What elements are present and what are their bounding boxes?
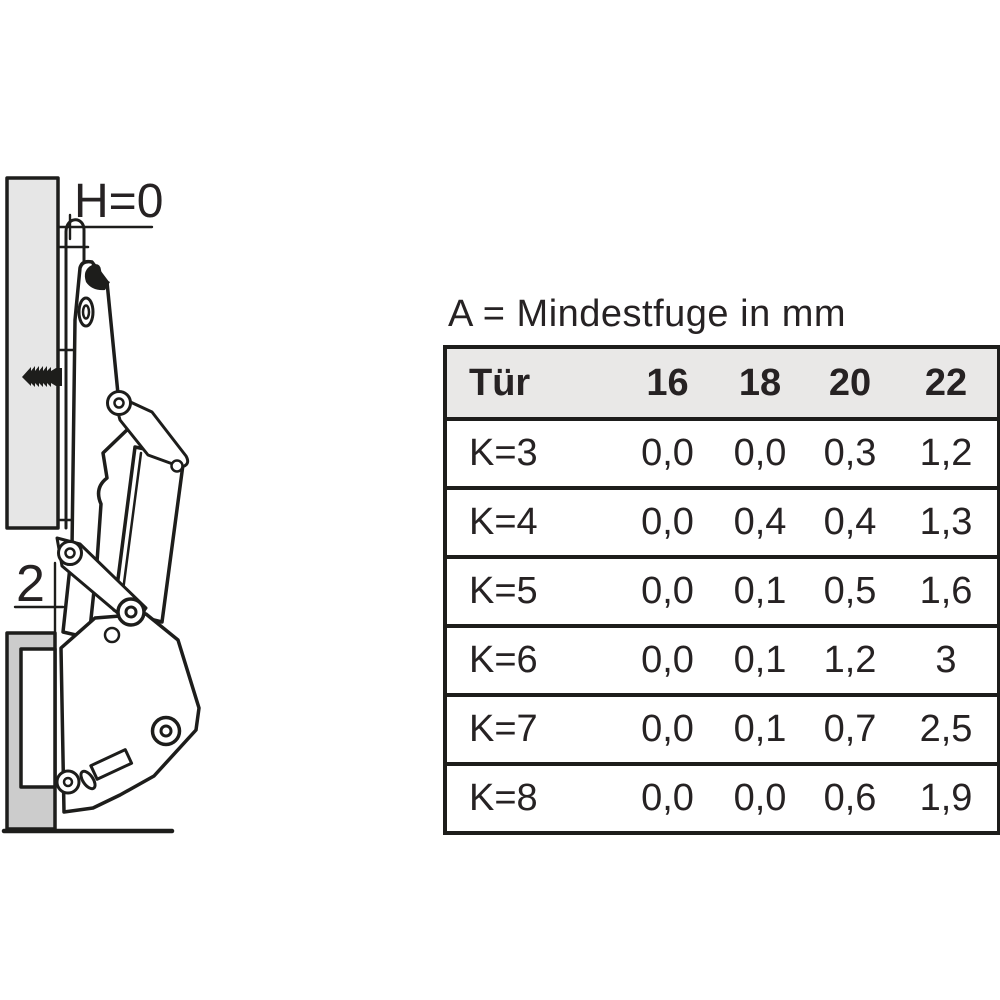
table-header-row bbox=[445, 347, 999, 419]
cell-value: 3 bbox=[895, 626, 999, 695]
gap-table-container bbox=[443, 345, 1000, 835]
cell-value: 0,0 bbox=[715, 764, 805, 833]
cabinet-panel bbox=[7, 178, 58, 528]
cell-value: 0,0 bbox=[620, 695, 715, 764]
table-title: A = Mindestfuge in mm bbox=[448, 293, 847, 335]
h-label: H=0 bbox=[74, 175, 164, 228]
table-row bbox=[445, 764, 999, 833]
cell-value: 0,4 bbox=[805, 488, 895, 557]
row-label: K=4 bbox=[445, 488, 620, 557]
table-row bbox=[445, 695, 999, 764]
table-row bbox=[445, 626, 999, 695]
header-cell-16: 16 bbox=[620, 347, 715, 419]
gap-table bbox=[443, 345, 1000, 835]
cell-value: 0,7 bbox=[805, 695, 895, 764]
cell-value: 0,4 bbox=[715, 488, 805, 557]
hinge-cup bbox=[61, 614, 199, 812]
cell-value: 1,3 bbox=[895, 488, 999, 557]
cell-value: 2,5 bbox=[895, 695, 999, 764]
cell-value: 0,1 bbox=[715, 557, 805, 626]
row-label: K=3 bbox=[445, 419, 620, 488]
row-label: K=7 bbox=[445, 695, 620, 764]
cell-value: 0,0 bbox=[715, 419, 805, 488]
header-cell-22: 22 bbox=[895, 347, 999, 419]
cell-value: 0,0 bbox=[620, 626, 715, 695]
header-cell-tuer: Tür bbox=[445, 347, 620, 419]
table-row bbox=[445, 488, 999, 557]
hinge-diagram bbox=[0, 170, 440, 850]
row-label: K=5 bbox=[445, 557, 620, 626]
row-label: K=6 bbox=[445, 626, 620, 695]
door-panel bbox=[7, 633, 55, 829]
row-label: K=8 bbox=[445, 764, 620, 833]
cell-value: 0,1 bbox=[715, 695, 805, 764]
cell-value: 1,2 bbox=[805, 626, 895, 695]
cell-value: 0,1 bbox=[715, 626, 805, 695]
table-row bbox=[445, 419, 999, 488]
cell-value: 0,0 bbox=[620, 557, 715, 626]
cell-value: 1,9 bbox=[895, 764, 999, 833]
cell-value: 1,6 bbox=[895, 557, 999, 626]
cell-value: 0,3 bbox=[805, 419, 895, 488]
cell-value: 0,5 bbox=[805, 557, 895, 626]
gap-label: 2 bbox=[16, 555, 45, 613]
table-row bbox=[445, 557, 999, 626]
cell-value: 0,0 bbox=[620, 419, 715, 488]
cell-value: 0,6 bbox=[805, 764, 895, 833]
link-hole bbox=[172, 461, 183, 472]
cell-value: 1,2 bbox=[895, 419, 999, 488]
cell-value: 0,0 bbox=[620, 764, 715, 833]
header-cell-20: 20 bbox=[805, 347, 895, 419]
adjustment-slot bbox=[79, 298, 93, 326]
cell-value: 0,0 bbox=[620, 488, 715, 557]
header-cell-18: 18 bbox=[715, 347, 805, 419]
